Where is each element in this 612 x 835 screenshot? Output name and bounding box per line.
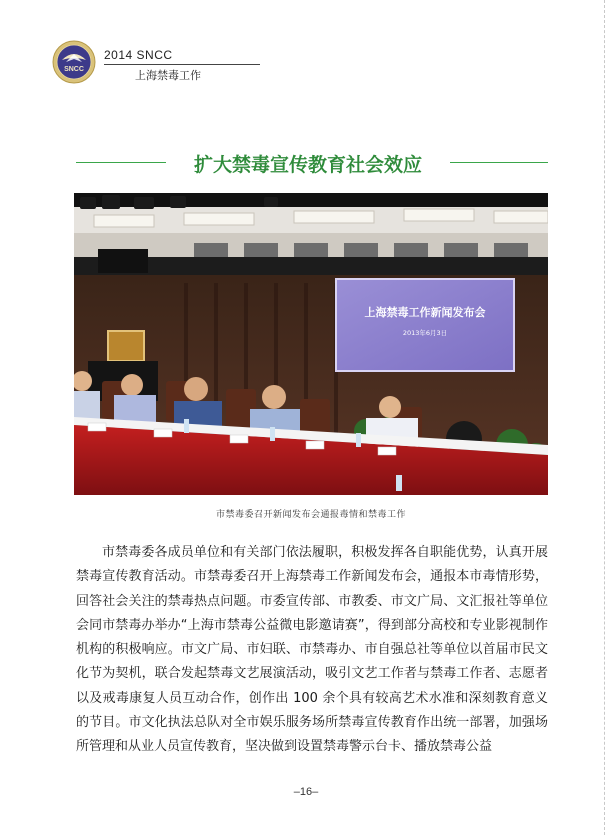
sncc-logo-icon: [52, 40, 96, 84]
press-conference-photo: [74, 193, 548, 495]
header-rule: [104, 64, 260, 65]
photo-caption: 市禁毒委召开新闻发布会通报毒情和禁毒工作: [215, 510, 406, 520]
screen-date: 2013年6月3日: [402, 329, 448, 337]
section-title: 扩大禁毒宣传教育社会效应: [193, 154, 422, 176]
header-year-brand: 2014 SNCC: [104, 48, 173, 62]
header-subtitle: 上海禁毒工作: [135, 69, 201, 82]
page-edge-dashed-line: [604, 0, 605, 835]
body-paragraph: 市禁毒委各成员单位和有关部门依法履职，积极发挥各自职能优势，认真开展禁毒宣传教育活动。市禁毒委召开上海禁毒工作新闻发布会，通报本市毒情形势，回答社会关注的禁毒热点问题。市委宣传部、市教委、市文广局、文汇报社等单位会同市禁毒办举办“上海市禁毒公益微电影邀请赛”，得到部分高校和专业影视制作机构的积极响应。市文广局、市妇联、市禁毒办、市自强总社等单位以首届市民文化节为契机，联合发起禁毒文艺展演活动，吸引文艺工作者与禁毒工作者、志愿者以及戒毒康复人员互动合作，创作出 100 余个具有较高艺术水准和深刻教育意义的节目。市文化执法总队对全市娱乐服务场所禁毒宣传教育作出统一部署，加强场所管理和从业人员宣传教育，坚决做到设置禁毒警示台卡、播放禁毒公益: [76, 545, 548, 755]
logo-text: SNCC: [64, 66, 84, 73]
screen-title: 上海禁毒工作新闻发布会: [364, 306, 486, 319]
title-rule-left: [76, 162, 166, 163]
page-number: –16–: [293, 786, 319, 798]
title-rule-right: [450, 162, 548, 163]
section-title-row: [76, 150, 550, 176]
